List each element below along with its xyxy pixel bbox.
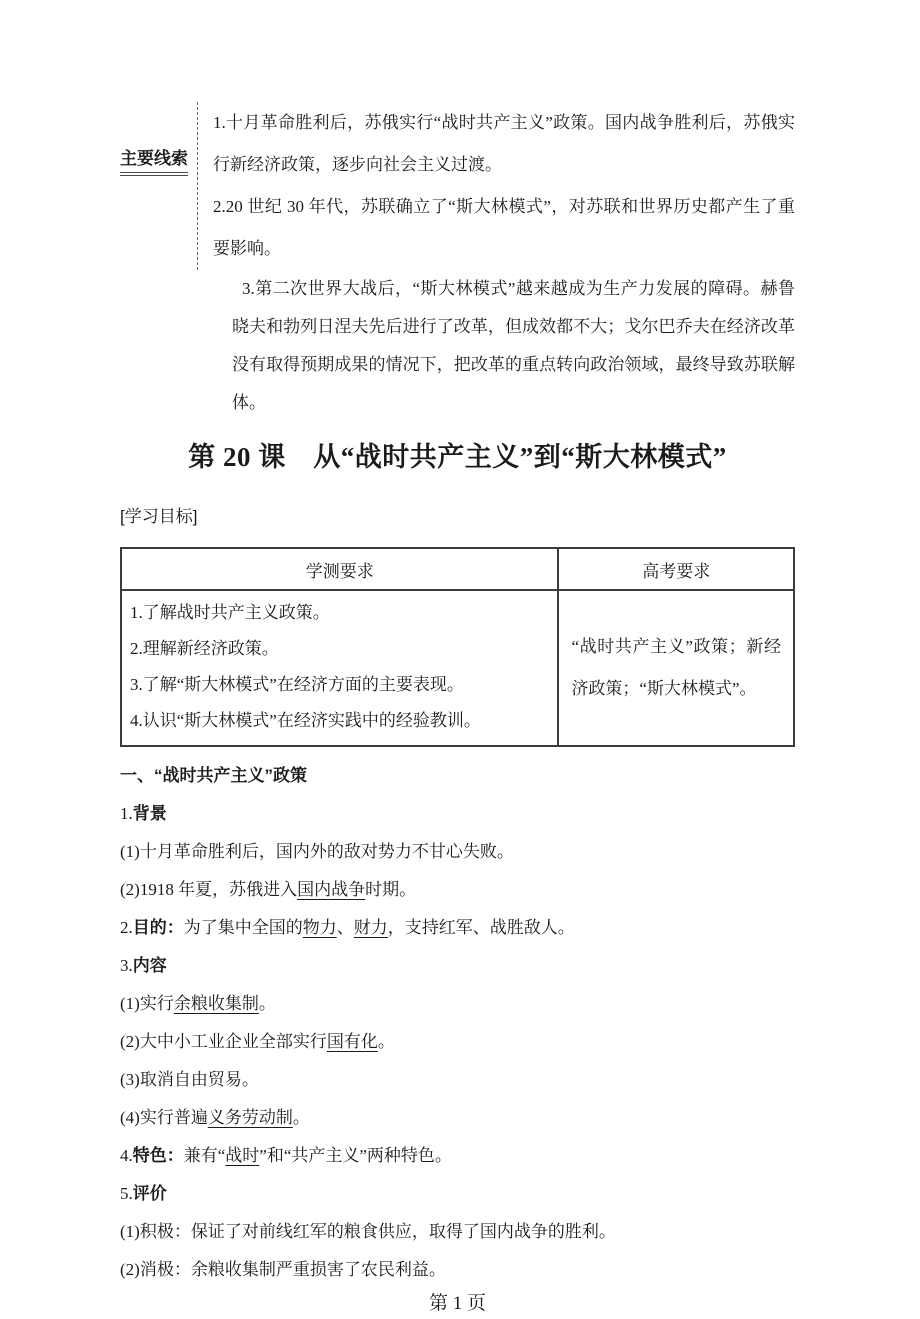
content-4-underlined-term: 义务劳动制 — [207, 1108, 293, 1127]
content-number: 3. — [120, 956, 133, 975]
evaluation-number: 5. — [120, 1184, 133, 1203]
xuece-item-3: 3.了解“斯大林模式”在经济方面的主要表现。 — [130, 675, 464, 694]
content-label: 内容 — [132, 956, 167, 975]
objectives-table — [120, 547, 795, 747]
table-body-row — [121, 590, 794, 746]
purpose-number: 2. — [120, 918, 133, 937]
line-content-2 — [120, 1023, 795, 1061]
main-clues-items — [197, 102, 795, 270]
line-evaluation-heading — [120, 1175, 795, 1213]
purpose-text: 为了集中全国的 — [183, 918, 303, 937]
purpose-separator: 、 — [336, 918, 354, 937]
line-purpose — [120, 909, 795, 947]
section-war-communism — [120, 757, 795, 1289]
section-heading: 一、“战时共产主义”政策 — [120, 766, 307, 785]
line-evaluation-negative: (2)消极：余粮收集制严重损害了农民利益。 — [120, 1260, 446, 1279]
page-number: 第 1 页 — [428, 1293, 486, 1314]
content-2-text: (2)大中小工业企业全部实行 — [120, 1032, 327, 1051]
background-number: 1. — [120, 804, 133, 823]
feature-underlined-term: 战时 — [225, 1146, 260, 1165]
purpose-tail: ，支持红军、战胜敌人。 — [387, 918, 575, 937]
main-clues-label: 主要线索 — [120, 144, 188, 176]
purpose-underlined-term-2: 财力 — [353, 918, 388, 937]
objectives-label: [学习目标] — [120, 507, 198, 526]
line-content-4 — [120, 1099, 795, 1137]
purpose-underlined-term-1: 物力 — [302, 918, 337, 937]
content-4-text: (4)实行普遍 — [120, 1108, 208, 1127]
main-clues-item-2: 2.20 世纪 30 年代，苏联确立了“斯大林模式”，对苏联和世界历史都产生了重要影响。 — [213, 197, 795, 258]
xuece-item-1: 1.了解战时共产主义政策。 — [130, 603, 330, 622]
line-background-heading — [120, 795, 795, 833]
line-content-1 — [120, 985, 795, 1023]
background-label: 背景 — [132, 804, 167, 823]
background-2-text: (2)1918 年夏，苏俄进入 — [120, 880, 298, 899]
xuece-item-2: 2.理解新经济政策。 — [130, 639, 279, 658]
main-clues-item-3: 3.第二次世界大战后，“斯大林模式”越来越成为生产力发展的障碍。赫鲁晓夫和勃列日涅夫先后进行了改革，但成效都不大；戈尔巴乔夫在经济改革没有取得预期成果的情况下，把改革的重点转向政治领域，最终导致苏联解体。 — [232, 279, 795, 412]
evaluation-label: 评价 — [132, 1184, 167, 1203]
line-content-3: (3)取消自由贸易。 — [120, 1070, 259, 1089]
table-header-row — [121, 548, 794, 590]
content-1-underlined-term: 余粮收集制 — [173, 994, 259, 1013]
table-header-gaokao: 高考要求 — [558, 548, 794, 590]
main-clues-label-column — [120, 102, 197, 270]
table-cell-xuece — [121, 590, 558, 746]
line-background-1: (1)十月革命胜利后，国内外的敌对势力不甘心失败。 — [120, 842, 514, 861]
main-clues-block — [120, 102, 795, 270]
background-2-tail: 时期。 — [365, 880, 417, 899]
line-background-2 — [120, 871, 795, 909]
purpose-label: 目的： — [132, 918, 184, 937]
line-evaluation-positive: (1)积极：保证了对前线红军的粮食供应，取得了国内战争的胜利。 — [120, 1222, 616, 1241]
content-2-underlined-term: 国有化 — [326, 1032, 378, 1051]
table-header-xuece: 学测要求 — [121, 548, 558, 590]
xuece-item-4: 4.认识“斯大林模式”在经济实践中的经验教训。 — [130, 711, 481, 730]
content-2-tail: 。 — [377, 1032, 395, 1051]
main-clues-item-1: 1.十月革命胜利后，苏俄实行“战时共产主义”政策。国内战争胜利后，苏俄实行新经济政策，逐步向社会主义过渡。 — [213, 113, 795, 174]
background-2-underlined-term: 国内战争 — [297, 880, 366, 899]
lesson-title: 第 20 课 从“战时共产主义”到“斯大林模式” — [188, 442, 727, 472]
feature-tail: ”和“共产主义”两种特色。 — [259, 1146, 452, 1165]
content-1-text: (1)实行 — [120, 994, 174, 1013]
feature-number: 4. — [120, 1146, 133, 1165]
table-cell-gaokao: “战时共产主义”政策；新经济政策；“斯大林模式”。 — [558, 590, 794, 746]
line-content-heading — [120, 947, 795, 985]
line-feature — [120, 1137, 795, 1175]
feature-text: 兼有“ — [183, 1146, 226, 1165]
feature-label: 特色： — [132, 1146, 184, 1165]
content-4-tail: 。 — [292, 1108, 310, 1127]
content-1-tail: 。 — [258, 994, 276, 1013]
